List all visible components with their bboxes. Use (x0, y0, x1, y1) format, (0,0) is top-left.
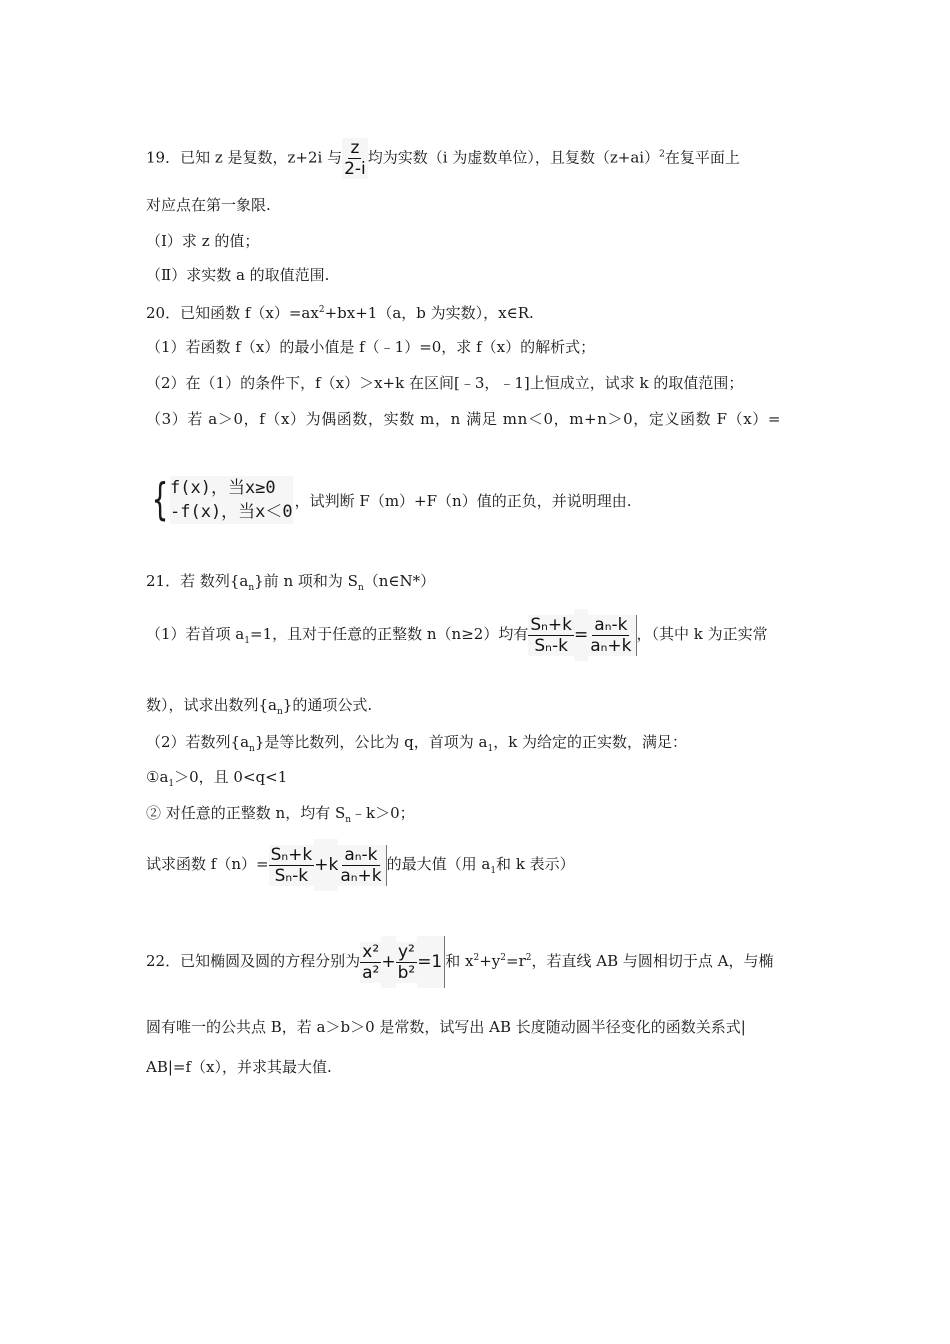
q19-fraction: $\frac{z}{2-i}$ (344, 138, 366, 179)
q21-frac-a: $\frac{\text{aₙ-k}}{\text{aₙ+k}}$ (588, 615, 636, 656)
q19-lead: 19．已知 z 是复数，z+2i 与 (146, 148, 343, 167)
q22-line2: 圆有唯一的公共点 B，若 a＞b＞0 是常数，试写出 AB 长度随动圆半径变化的函数关系式| (146, 1018, 746, 1036)
q21-fn: 试求函数 f（n）= $\frac{\text{Sₙ+k}}{\text{Sₙ-k}}$ +k $\frac{\text{aₙ-k}}{\text{aₙ+k}}$ 的最大值（用 $a_1$和 k 表示） (146, 838, 575, 897)
q21-fn-frac-s: $\frac{\text{Sₙ+k}}{\text{Sₙ-k}}$ (270, 844, 313, 886)
q21-line1: 21．若 数列$\{a_n\}$前 n 项和为 $S_n(n\in N*)$ (146, 572, 436, 593)
q22-line1: 22．已知椭圆及圆的方程分别为 $\frac{\text{x²}}{\text{a²}}$ + $\frac{\text{y²}}{\text{b²}}$ =1 和 $x^2+y^2=r^2$，若直线 AB 与圆相切于点 A，与椭 (146, 932, 773, 988)
q19-line2: 对应点在第一象限. (146, 196, 271, 214)
q21-cond2: ② 对任意的正整数 n，均有 $S_n﹣k>0$； (146, 804, 415, 825)
case-2: -f(x)，当x＜0 (170, 502, 293, 522)
q21-part2: （2）若数列$\{a_n\}$是等比数列，公比为 q，首项为 $a_1$，k 为给定的正实数，满足： (146, 733, 688, 754)
q22-line3: AB|=f（x），并求其最大值. (146, 1058, 332, 1076)
piecewise-cases (170, 476, 293, 524)
case-1: f(x)，当x≥0 (170, 478, 276, 498)
q20-tail3: ，试判断 F（m）+F（n）值的正负，并说明理由. (294, 491, 632, 510)
q21-part1: （1）若首项 $a_1=1$，且对于任意的正整数 n（n≥2）均有 $\frac{\text{Sₙ+k}}{\text{Sₙ-k}}$ = $\frac{\text{aₙ-k}}{\text{aₙ+k}}$ ，（其中 k 为正实常 (146, 608, 768, 667)
q21-part1-line2: 数），试求出数列$\{a_n\}$的通项公式. (146, 696, 373, 717)
q19-part1: （Ⅰ）求 z 的值； (146, 232, 260, 250)
q20-part2: （2）在（1）的条件下，f（x）＞x+k 在区间[﹣3，﹣1]上恒成立，试求 k 的取值范围； (146, 374, 744, 392)
q20-part1: （1）若函数 f（x）的最小值是 f（﹣1）=0，求 f（x）的解析式； (146, 338, 596, 356)
q22-frac-y: $\frac{\text{y²}}{\text{b²}}$ (397, 941, 416, 983)
q19-part2: （Ⅱ）求实数 a 的取值范围. (146, 266, 330, 284)
q21-cond1: $①a_1>0$，且 0<q<1 (146, 768, 288, 789)
q20-piecewise (146, 476, 631, 524)
q20-line1: 20．已知函数 $f(x)=ax^2+bx+1(a$，b 为实数），x∈R. (146, 304, 534, 322)
q19-line1: 19．已知 z 是复数，z+2i 与 $\frac{z}{2-i}$ 均为实数（i 为虚数单位），且复数$(z+ai)^2$在复平面上 (146, 138, 740, 179)
q21-fn-frac-a: $\frac{\text{aₙ-k}}{\text{aₙ+k}}$ (338, 845, 386, 886)
q21-frac-s: $\frac{\text{Sₙ+k}}{\text{Sₙ-k}}$ (530, 614, 572, 656)
q22-frac-x: $\frac{\text{x²}}{\text{a²}}$ (362, 941, 380, 983)
brace-glyph: { (151, 474, 169, 525)
q19-tail: 均为实数（i 为虚数单位），且复数（z+ai） (367, 148, 660, 167)
q20-part3: （3）若 a＞0，f（x）为偶函数，实数 m，n 满足 mn＜0，m+n＞0，定义函数 F（x）= (146, 410, 782, 428)
